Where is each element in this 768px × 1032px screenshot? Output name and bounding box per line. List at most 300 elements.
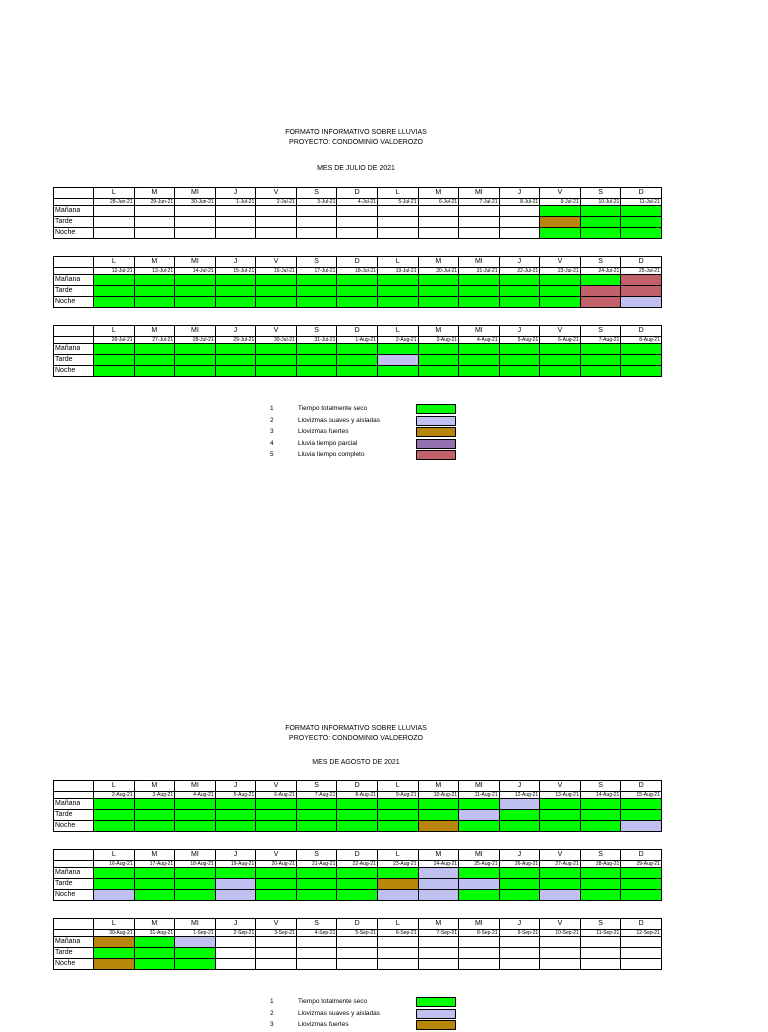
weather-cell[interactable]	[580, 937, 621, 948]
weather-cell[interactable]	[459, 228, 500, 239]
weather-cell[interactable]	[337, 868, 378, 879]
weather-cell[interactable]	[175, 879, 216, 890]
weather-cell[interactable]	[418, 959, 459, 970]
weather-cell[interactable]	[580, 799, 621, 810]
weather-cell[interactable]	[256, 948, 297, 959]
date-cell: 4-Jul-21	[337, 199, 378, 206]
weather-cell[interactable]	[540, 217, 581, 228]
corner-cell	[54, 326, 94, 337]
weather-cell[interactable]	[134, 821, 175, 832]
weather-cell[interactable]	[337, 297, 378, 308]
weather-cell[interactable]	[580, 275, 621, 286]
weather-cell[interactable]	[215, 344, 256, 355]
weather-cell[interactable]	[459, 959, 500, 970]
day-header: V	[540, 257, 581, 268]
day-header: V	[256, 919, 297, 930]
weather-cell[interactable]	[540, 879, 581, 890]
weather-cell[interactable]	[499, 286, 540, 297]
weather-cell[interactable]	[94, 810, 135, 821]
date-cell: 29-Jul-21	[215, 337, 256, 344]
weather-cell[interactable]	[175, 890, 216, 901]
weather-cell[interactable]	[337, 959, 378, 970]
weather-cell[interactable]	[296, 286, 337, 297]
weather-cell[interactable]	[296, 810, 337, 821]
weather-cell[interactable]	[540, 868, 581, 879]
week-table	[53, 849, 662, 901]
corner-cell	[54, 850, 94, 861]
weather-cell[interactable]	[175, 228, 216, 239]
weather-cell[interactable]	[215, 366, 256, 377]
weather-cell[interactable]	[337, 366, 378, 377]
weather-cell[interactable]	[94, 937, 135, 948]
date-cell: 19-Aug-21	[215, 861, 256, 868]
weather-cell[interactable]	[580, 879, 621, 890]
legend-item	[270, 1009, 470, 1021]
date-cell: 2-Aug-21	[377, 337, 418, 344]
weather-cell[interactable]	[134, 206, 175, 217]
weather-cell[interactable]	[418, 366, 459, 377]
weather-cell[interactable]	[134, 217, 175, 228]
weather-cell[interactable]	[256, 890, 297, 901]
weather-cell[interactable]	[256, 344, 297, 355]
weather-cell[interactable]	[296, 821, 337, 832]
weather-cell[interactable]	[621, 810, 662, 821]
weather-cell[interactable]	[418, 286, 459, 297]
weather-cell[interactable]	[175, 366, 216, 377]
weather-cell[interactable]	[175, 217, 216, 228]
weather-cell[interactable]	[540, 275, 581, 286]
weather-cell[interactable]	[134, 366, 175, 377]
weather-cell[interactable]	[337, 890, 378, 901]
weather-cell[interactable]	[337, 879, 378, 890]
weather-cell[interactable]	[337, 799, 378, 810]
date-cell: 23-Jul-21	[540, 268, 581, 275]
weather-cell[interactable]	[134, 355, 175, 366]
weather-cell[interactable]	[418, 937, 459, 948]
weather-cell[interactable]	[215, 890, 256, 901]
report-title-line-1: FORMATO INFORMATIVO SOBRE LLUVIAS	[285, 129, 427, 136]
corner-cell	[54, 781, 94, 792]
weather-cell[interactable]	[459, 890, 500, 901]
weather-cell[interactable]	[459, 366, 500, 377]
weather-cell[interactable]	[621, 890, 662, 901]
weather-cell[interactable]	[337, 217, 378, 228]
weather-cell[interactable]	[418, 948, 459, 959]
weather-cell[interactable]	[175, 206, 216, 217]
weather-cell[interactable]	[215, 868, 256, 879]
weather-cell[interactable]	[337, 948, 378, 959]
legend	[270, 997, 470, 1032]
weather-cell[interactable]	[296, 355, 337, 366]
weather-cell[interactable]	[377, 959, 418, 970]
legend-label: Tiempo totalmente seco	[298, 405, 368, 412]
weather-cell[interactable]	[499, 344, 540, 355]
weather-cell[interactable]	[499, 206, 540, 217]
date-cell: 24-Aug-21	[418, 861, 459, 868]
weather-cell[interactable]	[256, 799, 297, 810]
weather-cell[interactable]	[459, 297, 500, 308]
weather-cell[interactable]	[621, 297, 662, 308]
weather-cell[interactable]	[296, 948, 337, 959]
weather-cell[interactable]	[215, 879, 256, 890]
weather-cell[interactable]	[175, 275, 216, 286]
weather-cell[interactable]	[256, 937, 297, 948]
weather-cell[interactable]	[256, 275, 297, 286]
weather-cell[interactable]	[499, 217, 540, 228]
weather-cell[interactable]	[296, 937, 337, 948]
weather-cell[interactable]	[296, 297, 337, 308]
weather-cell[interactable]	[94, 959, 135, 970]
weather-cell[interactable]	[296, 206, 337, 217]
weather-cell[interactable]	[459, 355, 500, 366]
weather-cell[interactable]	[540, 937, 581, 948]
time-slot-row	[54, 228, 662, 239]
day-header: S	[296, 781, 337, 792]
weather-cell[interactable]	[337, 286, 378, 297]
weather-cell[interactable]	[134, 948, 175, 959]
weather-cell[interactable]	[621, 286, 662, 297]
weather-cell[interactable]	[418, 868, 459, 879]
day-header: MI	[459, 326, 500, 337]
weather-cell[interactable]	[296, 879, 337, 890]
weather-cell[interactable]	[94, 217, 135, 228]
weather-cell[interactable]	[256, 206, 297, 217]
weather-cell[interactable]	[418, 344, 459, 355]
weather-cell[interactable]	[94, 228, 135, 239]
weather-cell[interactable]	[296, 366, 337, 377]
weather-cell[interactable]	[94, 879, 135, 890]
weather-cell[interactable]	[621, 355, 662, 366]
weather-cell[interactable]	[418, 879, 459, 890]
weather-cell[interactable]	[256, 355, 297, 366]
weather-cell[interactable]	[540, 344, 581, 355]
weather-cell[interactable]	[621, 937, 662, 948]
weather-cell[interactable]	[94, 275, 135, 286]
weather-cell[interactable]	[256, 879, 297, 890]
weather-cell[interactable]	[580, 228, 621, 239]
weather-cell[interactable]	[499, 868, 540, 879]
legend-item	[270, 427, 470, 439]
weather-cell[interactable]	[94, 286, 135, 297]
weather-cell[interactable]	[540, 948, 581, 959]
weather-cell[interactable]	[621, 821, 662, 832]
weather-cell[interactable]	[540, 355, 581, 366]
weather-cell[interactable]	[256, 217, 297, 228]
weather-cell[interactable]	[134, 879, 175, 890]
time-slot-label: Noche	[54, 366, 94, 377]
weather-cell[interactable]	[621, 217, 662, 228]
weather-cell[interactable]	[418, 821, 459, 832]
weather-cell[interactable]	[621, 959, 662, 970]
weather-cell[interactable]	[215, 937, 256, 948]
day-header: MI	[175, 188, 216, 199]
day-header: V	[540, 919, 581, 930]
weather-cell[interactable]	[540, 297, 581, 308]
weather-cell[interactable]	[540, 799, 581, 810]
weather-cell[interactable]	[580, 355, 621, 366]
weather-cell[interactable]	[215, 297, 256, 308]
time-slot-label: Tarde	[54, 217, 94, 228]
weather-cell[interactable]	[134, 868, 175, 879]
weather-cell[interactable]	[296, 959, 337, 970]
weather-cell[interactable]	[377, 355, 418, 366]
weather-cell[interactable]	[377, 275, 418, 286]
weather-cell[interactable]	[215, 206, 256, 217]
weather-cell[interactable]	[215, 810, 256, 821]
weather-cell[interactable]	[215, 799, 256, 810]
weather-cell[interactable]	[499, 810, 540, 821]
weather-cell[interactable]	[94, 948, 135, 959]
weather-cell[interactable]	[175, 821, 216, 832]
weather-cell[interactable]	[540, 366, 581, 377]
weather-cell[interactable]	[337, 810, 378, 821]
weather-cell[interactable]	[215, 959, 256, 970]
weather-cell[interactable]	[377, 948, 418, 959]
time-slot-label: Tarde	[54, 810, 94, 821]
weather-cell[interactable]	[540, 206, 581, 217]
weather-cell[interactable]	[175, 868, 216, 879]
legend-number: 1	[270, 405, 274, 412]
weather-cell[interactable]	[94, 206, 135, 217]
weather-cell[interactable]	[256, 959, 297, 970]
weather-cell[interactable]	[94, 821, 135, 832]
day-header: V	[256, 781, 297, 792]
weather-cell[interactable]	[418, 810, 459, 821]
weather-cell[interactable]	[337, 821, 378, 832]
weather-cell[interactable]	[621, 799, 662, 810]
weather-cell[interactable]	[377, 937, 418, 948]
weather-cell[interactable]	[418, 355, 459, 366]
weather-cell[interactable]	[418, 217, 459, 228]
day-header: D	[621, 781, 662, 792]
weather-cell[interactable]	[540, 810, 581, 821]
weather-cell[interactable]	[621, 366, 662, 377]
weather-cell[interactable]	[418, 297, 459, 308]
weather-cell[interactable]	[499, 890, 540, 901]
weather-cell[interactable]	[296, 217, 337, 228]
weather-cell[interactable]	[499, 355, 540, 366]
weather-cell[interactable]	[256, 868, 297, 879]
weather-cell[interactable]	[499, 366, 540, 377]
weather-cell[interactable]	[337, 228, 378, 239]
weather-cell[interactable]	[337, 937, 378, 948]
weather-cell[interactable]	[377, 879, 418, 890]
weather-cell[interactable]	[134, 810, 175, 821]
weather-cell[interactable]	[175, 810, 216, 821]
weather-cell[interactable]	[499, 959, 540, 970]
weather-cell[interactable]	[377, 344, 418, 355]
weather-cell[interactable]	[377, 890, 418, 901]
weather-cell[interactable]	[175, 948, 216, 959]
weather-cell[interactable]	[418, 228, 459, 239]
weather-cell[interactable]	[215, 948, 256, 959]
weather-cell[interactable]	[175, 344, 216, 355]
weather-cell[interactable]	[499, 228, 540, 239]
weather-cell[interactable]	[418, 275, 459, 286]
weather-cell[interactable]	[418, 206, 459, 217]
weather-cell[interactable]	[580, 810, 621, 821]
weather-cell[interactable]	[296, 890, 337, 901]
weather-cell[interactable]	[175, 959, 216, 970]
weather-cell[interactable]	[459, 344, 500, 355]
weather-cell[interactable]	[459, 286, 500, 297]
date-cell: 13-Jul-21	[134, 268, 175, 275]
weather-cell[interactable]	[499, 799, 540, 810]
weather-cell[interactable]	[499, 297, 540, 308]
weather-cell[interactable]	[377, 821, 418, 832]
weather-cell[interactable]	[459, 810, 500, 821]
weather-cell[interactable]	[215, 355, 256, 366]
weather-cell[interactable]	[256, 228, 297, 239]
date-cell: 4-Sep-21	[296, 930, 337, 937]
weather-cell[interactable]	[499, 937, 540, 948]
weather-cell[interactable]	[337, 275, 378, 286]
corner-cell	[54, 337, 94, 344]
weather-cell[interactable]	[580, 868, 621, 879]
weather-cell[interactable]	[621, 275, 662, 286]
weather-cell[interactable]	[296, 344, 337, 355]
weather-cell[interactable]	[540, 286, 581, 297]
weather-cell[interactable]	[580, 821, 621, 832]
weather-cell[interactable]	[580, 206, 621, 217]
weather-cell[interactable]	[459, 879, 500, 890]
day-header: MI	[459, 257, 500, 268]
weather-cell[interactable]	[134, 228, 175, 239]
weather-cell[interactable]	[580, 366, 621, 377]
time-slot-label: Noche	[54, 959, 94, 970]
date-cell: 7-Aug-21	[296, 792, 337, 799]
weather-cell[interactable]	[499, 275, 540, 286]
weather-cell[interactable]	[134, 297, 175, 308]
weather-cell[interactable]	[215, 217, 256, 228]
weather-cell[interactable]	[94, 890, 135, 901]
weather-cell[interactable]	[621, 948, 662, 959]
weather-cell[interactable]	[377, 206, 418, 217]
weather-cell[interactable]	[175, 297, 216, 308]
weather-cell[interactable]	[377, 810, 418, 821]
weather-cell[interactable]	[296, 228, 337, 239]
weather-cell[interactable]	[459, 937, 500, 948]
legend-label: Llovizmas suaves y aisladas	[298, 416, 381, 424]
weather-cell[interactable]	[580, 959, 621, 970]
day-header: D	[337, 188, 378, 199]
weather-cell[interactable]	[499, 879, 540, 890]
time-slot-label: Tarde	[54, 355, 94, 366]
weather-cell[interactable]	[256, 821, 297, 832]
weather-cell[interactable]	[296, 275, 337, 286]
weather-cell[interactable]	[540, 959, 581, 970]
weather-cell[interactable]	[94, 366, 135, 377]
day-header: J	[215, 919, 256, 930]
weather-cell[interactable]	[296, 868, 337, 879]
month-title: MES DE AGOSTO DE 2021	[312, 759, 400, 766]
weather-cell[interactable]	[215, 228, 256, 239]
weather-cell[interactable]	[215, 275, 256, 286]
weather-cell[interactable]	[377, 868, 418, 879]
weather-cell[interactable]	[621, 868, 662, 879]
weather-cell[interactable]	[459, 217, 500, 228]
weather-cell[interactable]	[418, 799, 459, 810]
weather-cell[interactable]	[459, 948, 500, 959]
weather-cell[interactable]	[377, 286, 418, 297]
weather-cell[interactable]	[134, 959, 175, 970]
weather-cell[interactable]	[499, 821, 540, 832]
weather-cell[interactable]	[337, 355, 378, 366]
time-slot-label: Noche	[54, 297, 94, 308]
weather-cell[interactable]	[459, 275, 500, 286]
weather-cell[interactable]	[580, 286, 621, 297]
weather-cell[interactable]	[540, 228, 581, 239]
weather-cell[interactable]	[134, 799, 175, 810]
weather-cell[interactable]	[621, 344, 662, 355]
weather-cell[interactable]	[459, 799, 500, 810]
weather-cell[interactable]	[418, 890, 459, 901]
weather-cell[interactable]	[580, 297, 621, 308]
day-header: D	[337, 781, 378, 792]
weather-cell[interactable]	[377, 217, 418, 228]
weather-cell[interactable]	[377, 228, 418, 239]
weather-cell[interactable]	[377, 799, 418, 810]
weather-cell[interactable]	[580, 948, 621, 959]
weather-cell[interactable]	[134, 890, 175, 901]
weather-cell[interactable]	[94, 868, 135, 879]
weather-cell[interactable]	[175, 286, 216, 297]
weather-cell[interactable]	[377, 366, 418, 377]
weather-cell[interactable]	[215, 286, 256, 297]
day-header: D	[337, 919, 378, 930]
weather-cell[interactable]	[94, 355, 135, 366]
weather-cell[interactable]	[134, 937, 175, 948]
day-header: M	[418, 781, 459, 792]
weather-cell[interactable]	[94, 799, 135, 810]
weather-cell[interactable]	[337, 206, 378, 217]
weather-cell[interactable]	[580, 344, 621, 355]
weather-cell[interactable]	[459, 868, 500, 879]
weather-cell[interactable]	[621, 206, 662, 217]
weather-cell[interactable]	[621, 228, 662, 239]
weather-cell[interactable]	[134, 344, 175, 355]
weather-cell[interactable]	[459, 821, 500, 832]
weather-cell[interactable]	[215, 821, 256, 832]
weather-cell[interactable]	[134, 286, 175, 297]
weather-cell[interactable]	[296, 799, 337, 810]
weather-cell[interactable]	[256, 366, 297, 377]
time-slot-row	[54, 344, 662, 355]
time-slot-label: Tarde	[54, 948, 94, 959]
weather-cell[interactable]	[256, 286, 297, 297]
weather-cell[interactable]	[621, 879, 662, 890]
weather-cell[interactable]	[337, 344, 378, 355]
weather-cell[interactable]	[256, 810, 297, 821]
weather-cell[interactable]	[175, 937, 216, 948]
weather-cell[interactable]	[256, 297, 297, 308]
weather-cell[interactable]	[459, 206, 500, 217]
day-header: D	[621, 919, 662, 930]
weather-cell[interactable]	[134, 275, 175, 286]
weather-cell[interactable]	[175, 355, 216, 366]
weather-cell[interactable]	[94, 297, 135, 308]
weather-cell[interactable]	[175, 799, 216, 810]
weather-cell[interactable]	[499, 948, 540, 959]
weather-cell[interactable]	[94, 344, 135, 355]
weather-cell[interactable]	[540, 821, 581, 832]
date-cell: 2-Jul-21	[256, 199, 297, 206]
corner-cell	[54, 199, 94, 206]
weather-cell[interactable]	[580, 217, 621, 228]
weather-cell[interactable]	[580, 890, 621, 901]
weather-cell[interactable]	[377, 297, 418, 308]
weather-cell[interactable]	[540, 890, 581, 901]
